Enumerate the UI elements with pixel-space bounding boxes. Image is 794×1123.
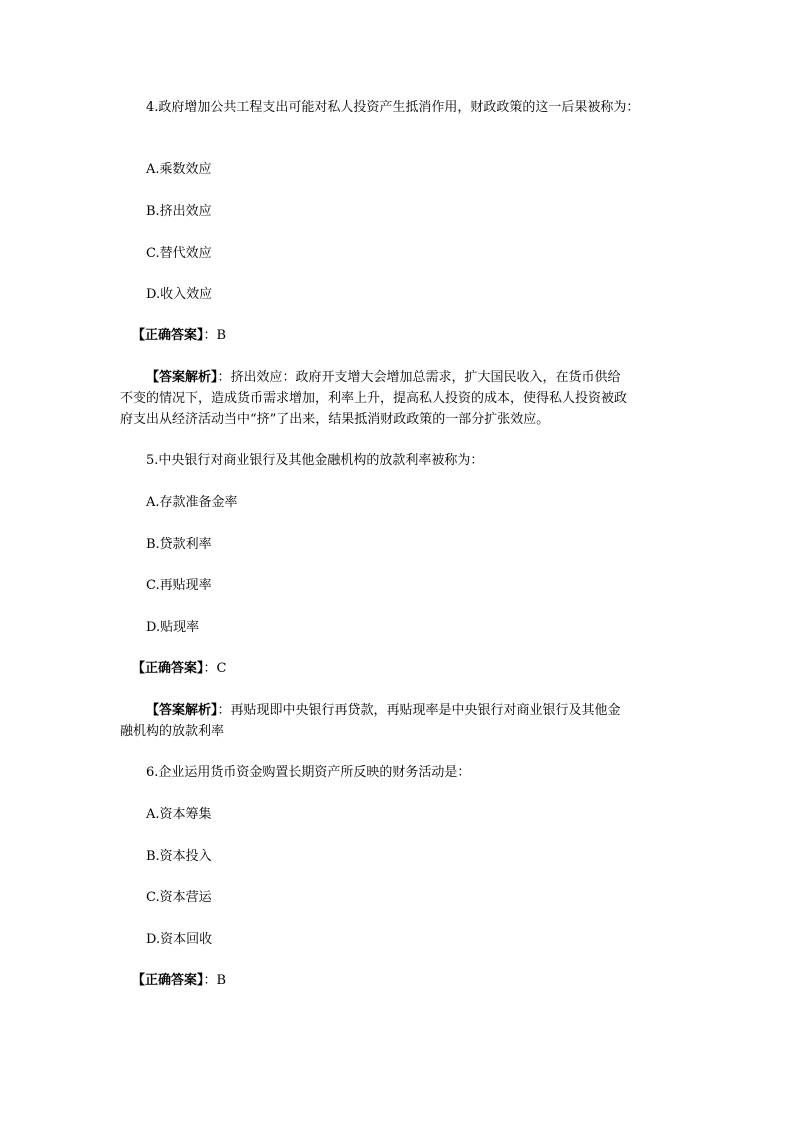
question-5-option-d: D.贴现率 — [146, 620, 200, 635]
question-4-stem: 4.政府增加公共工程支出可能对私人投资产生抵消作用，财政政策的这一后果被称为： — [146, 100, 640, 115]
question-4-option-d: D.收入效应 — [146, 287, 213, 302]
answer-label: 【正确答案】 — [132, 661, 204, 676]
question-4-analysis-line-1 — [146, 368, 621, 388]
answer-value: ：B — [203, 973, 227, 988]
question-5-analysis-line-1 — [146, 701, 621, 721]
answer-value: ：B — [203, 328, 227, 343]
question-5-stem: 5.中央银行对商业银行及其他金融机构的放款利率被称为： — [146, 453, 484, 468]
question-6-answer — [132, 971, 226, 991]
question-6-option-b: B.资本投入 — [146, 849, 212, 864]
answer-label: 【正确答案】 — [132, 973, 204, 988]
analysis-label: 【答案解析】 — [146, 703, 218, 718]
question-5-option-b: B.贷款利率 — [146, 537, 212, 552]
question-4-option-a: A.乘数效应 — [146, 162, 212, 177]
question-5-option-c: C.再贴现率 — [146, 578, 212, 593]
question-6-option-c: C.资本营运 — [146, 890, 212, 905]
question-4-analysis-line-2: 不变的情况下，造成货币需求增加，利率上升，提高私人投资的成本，使得私人投资被政 — [120, 391, 628, 406]
question-5-answer — [132, 659, 226, 679]
analysis-label: 【答案解析】 — [146, 370, 218, 385]
question-4-option-c: C.替代效应 — [146, 246, 212, 261]
question-4-option-b: B.挤出效应 — [146, 204, 212, 219]
answer-label: 【正确答案】 — [132, 328, 204, 343]
question-6-option-a: A.资本筹集 — [146, 807, 212, 822]
question-4-answer — [132, 326, 226, 346]
analysis-text: ：挤出效应：政府开支增大会增加总需求，扩大国民收入，在货币供给 — [217, 370, 621, 385]
question-5-analysis-line-2: 融机构的放款利率 — [120, 724, 225, 739]
question-5-option-a: A.存款准备金率 — [146, 495, 238, 510]
answer-value: ：C — [203, 661, 227, 676]
question-6-option-d: D.资本回收 — [146, 932, 213, 947]
question-6-stem: 6.企业运用货币资金购置长期资产所反映的财务活动是： — [146, 765, 471, 780]
analysis-text: ：再贴现即中央银行再贷款，再贴现率是中央银行对商业银行及其他金 — [217, 703, 621, 718]
question-4-analysis-line-3: 府支出从经济活动当中“挤”了出来，结果抵消财政政策的一部分扩张效应。 — [120, 412, 550, 427]
